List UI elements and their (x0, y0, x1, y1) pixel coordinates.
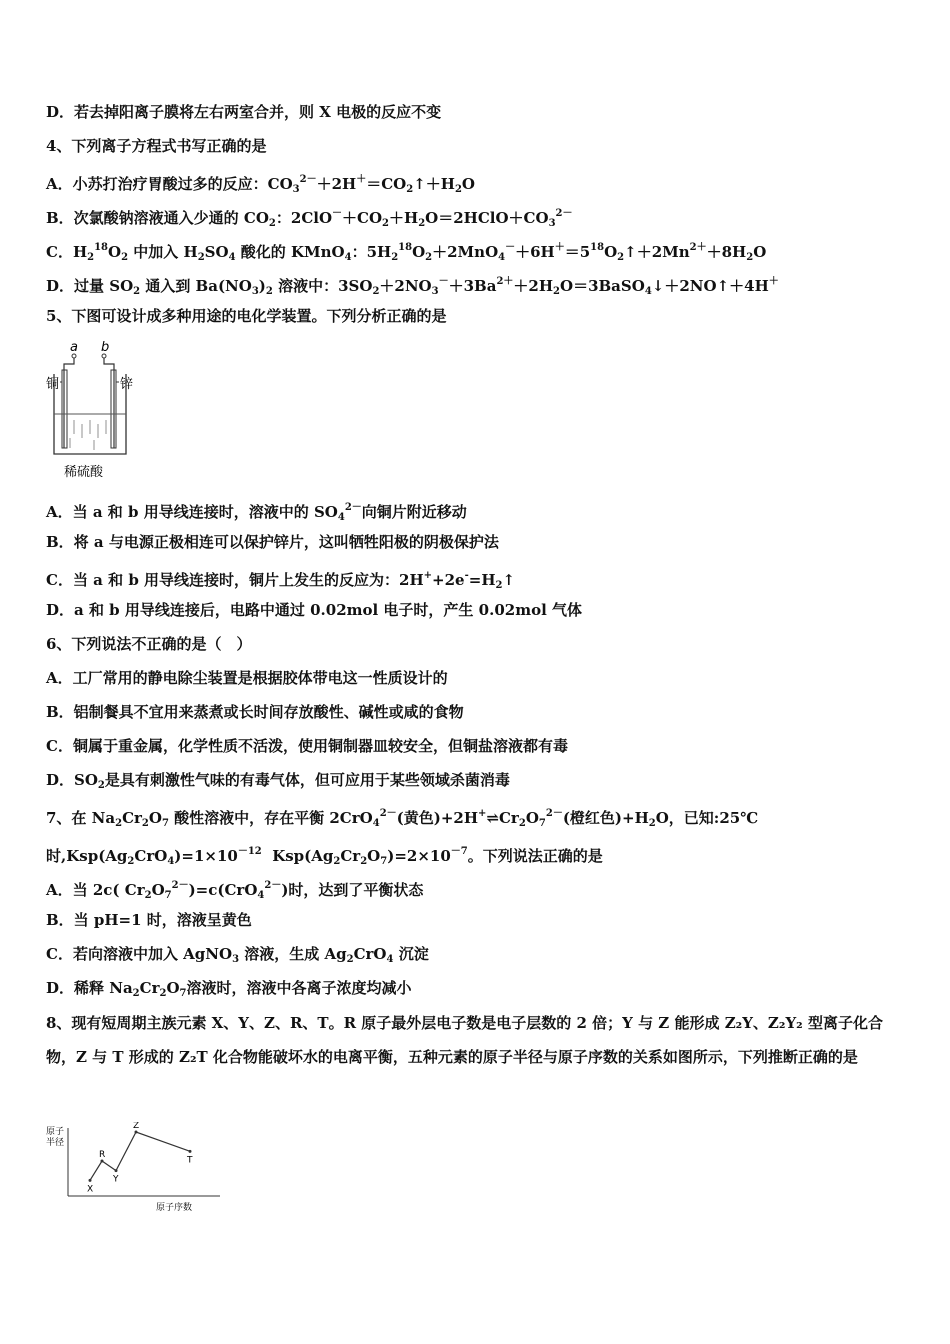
q4-option-d: D．过量 $SO_2$ 通入到 $Ba(NO_3)_2$ 溶液中：$3SO_2+2NO_3^-+3Ba^{2+}+2H_2O=3BaSO_4↓+2NO↑+4H^+$ (46, 276, 779, 297)
q7-option-d-tail: 溶液时，溶液中各离子浓度均减小 (186, 979, 412, 997)
y-axis-label-1: 原子 (46, 1127, 65, 1137)
q8-stem: 8、现有短周期主族元素 X、Y、Z、R、T。R 原子最外层电子数是电子层数的 2 倍；Y 与 Z 能形成 Z₂Y、Z₂Y₂ 型离子化合物，Z 与 T 形成的 Z₂T 化合物能破坏水的电离平衡，五种元素的原子半径与原子序数的关系如图所示，下列推断正确的是 (46, 1014, 883, 1066)
y-axis-label (46, 1126, 67, 1148)
q6-stem: 6、下列说法不正确的是（ ） (46, 635, 252, 653)
liquid-hatching (70, 420, 106, 450)
point-y (115, 1169, 118, 1172)
q4-option-c-prefix: C．H (46, 243, 88, 261)
q6-option-d-tail: 是具有刺激性气味的有毒气体，但可应用于某些领域杀菌消毒 (104, 771, 510, 789)
q5-option-a-tail: 向铜片附近移动 (361, 503, 467, 521)
q3-option-d: D．若去掉阳离子膜将左右两室合并，则 X 电极的反应不变 (46, 103, 442, 121)
terminal-b-label: b (101, 340, 110, 355)
zinc-label: 锌 (120, 377, 134, 392)
q6-option-a: A．工厂常用的静电除尘装置是根据胶体带电这一性质设计的 (46, 669, 448, 687)
q5-option-d: D．a 和 b 用导线连接后，电路中通过 0.02mol 电子时，产生 0.02mol 气体 (46, 601, 582, 619)
point-t (189, 1150, 192, 1153)
terminal-a-label: a (70, 340, 78, 355)
point-label-x: X (87, 1184, 94, 1195)
point-label-t: T (187, 1155, 193, 1166)
q4-option-a: A．小苏打治疗胃酸过多的反应：$CO_3^{2-}+2H^+=CO_2↑+H_2O$ (46, 174, 475, 195)
electrochem-cell-svg (44, 338, 140, 482)
q5-option-c-text: C．当 a 和 b 用导线连接时，铜片上发生的反应为：2H (46, 571, 424, 589)
atomic-radius-chart-svg (44, 1122, 224, 1214)
q5-option-b: B．将 a 与电源正极相连可以保护锌片，这叫牺牲阳极的阴极保护法 (46, 533, 499, 551)
point-label-r: R (99, 1150, 106, 1160)
solution-label: 稀硫酸 (64, 465, 104, 480)
x-axis-label: 原子序数 (156, 1203, 193, 1213)
point-label-z: Z (133, 1122, 140, 1131)
copper-wire (64, 358, 74, 448)
electrochem-cell-figure (44, 338, 140, 482)
y-axis-label-2: 半径 (46, 1138, 65, 1148)
q4-option-c: C．$H_2^{18}O_2$ 中加入 $H_2SO_4$ 酸化的 KMnO$_4$：$5H_2^{18}O_2+2MnO_4^-+6H^+=5^{18}O_2↑+2Mn^{2+}+8H_2O$ (46, 242, 767, 263)
q7-option-d: D．稀释 $Na_2Cr_2O_7$溶液时，溶液中各离子浓度均减小 (46, 979, 412, 999)
q4-option-d-prefix: D．过量 SO (46, 277, 134, 295)
q7-stem-line2: 时$,Ksp(Ag_2CrO_4)=1\times 10^{-12}$ $Ksp(Ag_2Cr_2O_7)=2\times 10^{-7}$。下列说法正确的是 (46, 846, 603, 867)
q7-option-a: A．当 2c( $Cr_2O_7^{2-})=c(CrO_4^{2-})$时，达到了平衡状态 (46, 880, 424, 901)
q5-option-c: C．当 a 和 b 用导线连接时，铜片上发生的反应为：$2H^++2e^-=H_2↑$ (46, 570, 516, 591)
copper-label: 铜 (46, 377, 60, 392)
q6-option-b: B．铝制餐具不宜用来蒸煮或长时间存放酸性、碱性或咸的食物 (46, 703, 464, 721)
q4-option-b: B．次氯酸钠溶液通入少通的 $CO_2$：$2ClO^-+CO_2+H_2O=2HClO+CO_3^{2-}$ (46, 208, 573, 229)
zinc-wire (104, 358, 114, 448)
q4-option-b-prefix: B．次氯酸钠溶液通入少通的 CO (46, 209, 269, 227)
q7-option-b: B．当 pH=1 时，溶液呈黄色 (46, 911, 252, 929)
point-x (89, 1179, 92, 1182)
q5-option-a: A．当 a 和 b 用导线连接时，溶液中的 $SO_4^{2-}$向铜片附近移动 (46, 502, 467, 523)
q5-stem: 5、下图可设计成多种用途的电化学装置。下列分析正确的是 (46, 307, 447, 325)
q6-option-d: D．$SO_2$是具有刺激性气味的有毒气体，但可应用于某些领域杀菌消毒 (46, 771, 510, 791)
point-label-y: Y (113, 1174, 119, 1185)
q4-stem: 4、下列离子方程式书写正确的是 (46, 137, 267, 155)
q7-option-c: C．若向溶液中加入 AgNO$_3$ 溶液，生成 $Ag_2CrO_4$ 沉淀 (46, 945, 429, 965)
q4-option-a-prefix: A．小苏打治疗胃酸过多的反应： (46, 175, 268, 193)
q7-stem-line1: 7、在 $Na_2Cr_2O_7$ 酸性溶液中，存在平衡 2CrO$_4^{2-}$(黄色)$+2H^+\rightleftharpoons Cr_2O_7^{2-}$(橙红色)$+H_2O$，已知:25℃ (46, 808, 759, 829)
q5-option-a-text: A．当 a 和 b 用导线连接时，溶液中的 SO (46, 503, 338, 521)
q6-option-c: C．铜属于重金属，化学性质不活泼，使用铜制器皿较安全，但铜盐溶液都有毒 (46, 737, 568, 755)
atomic-radius-chart (44, 1122, 224, 1214)
